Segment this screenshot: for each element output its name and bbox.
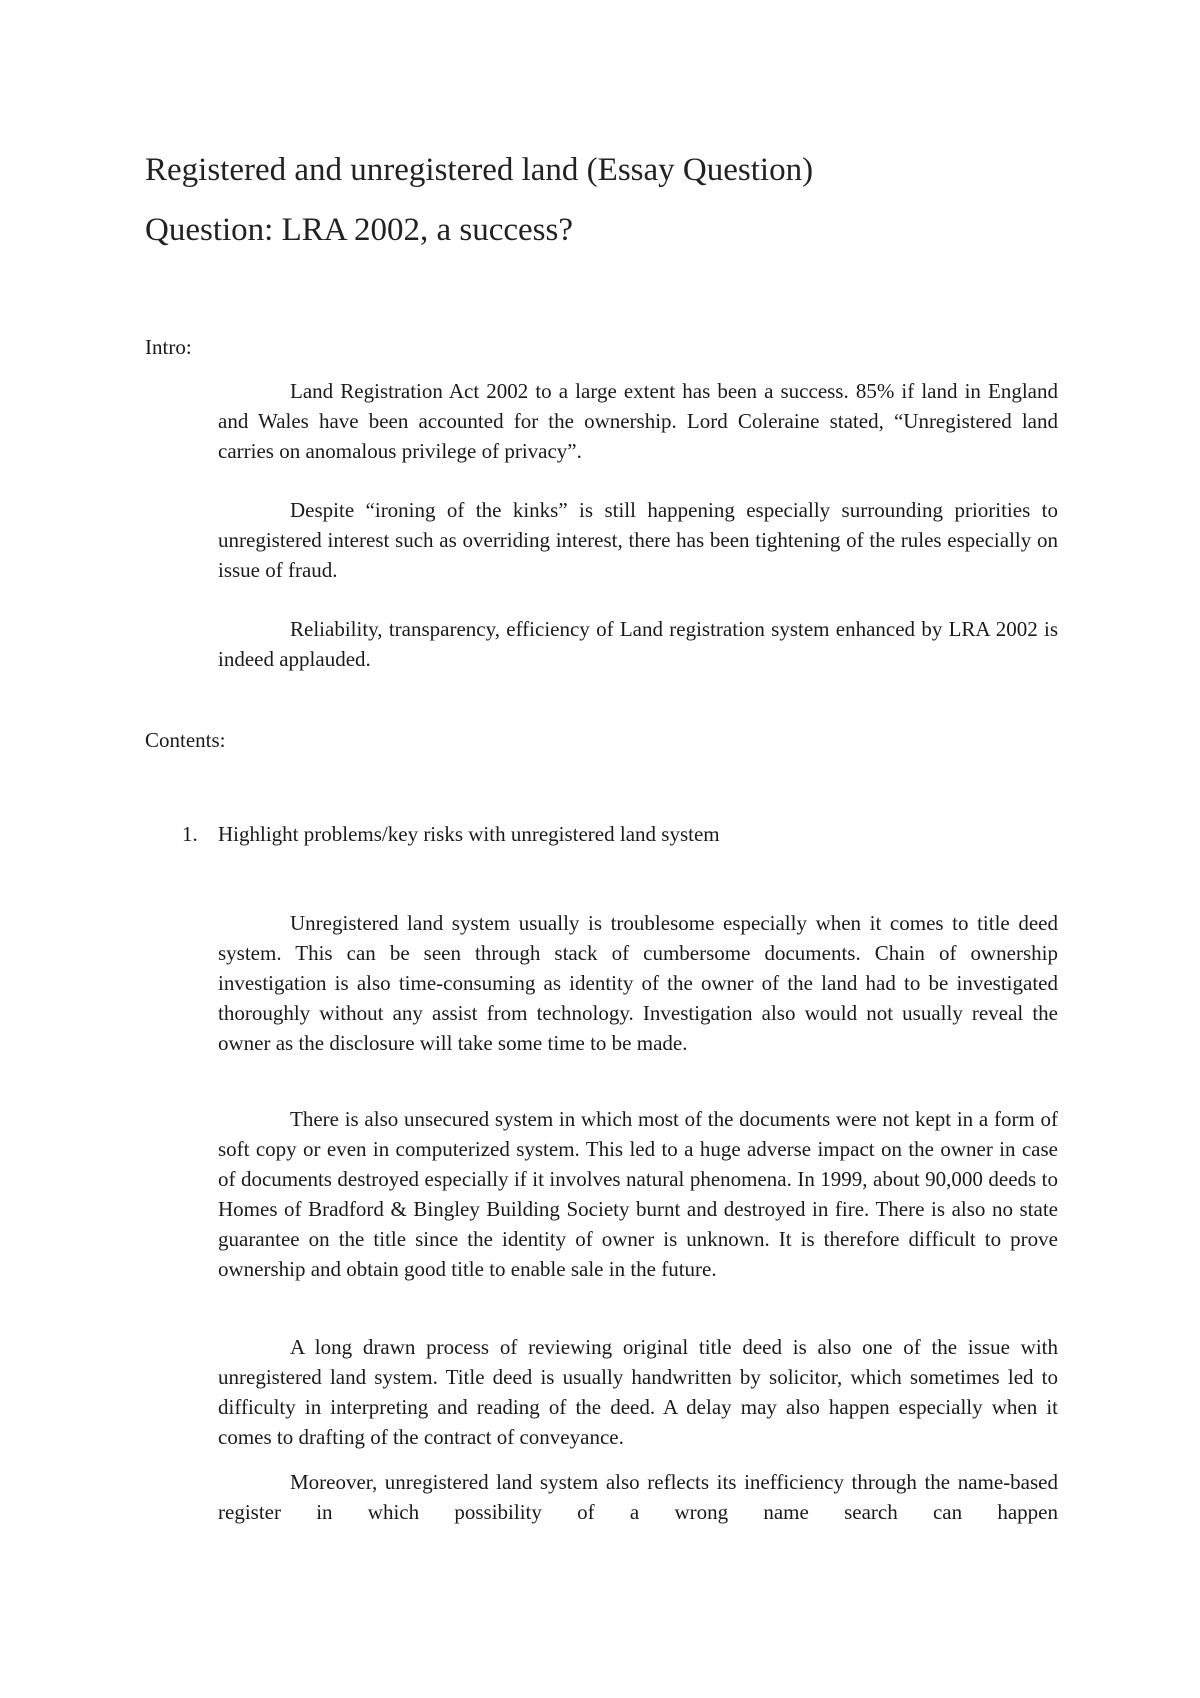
content-paragraph: There is also unsecured system in which most of the documents were not kept in a form of soft copy or even in computerized system. This led to a huge adverse impact on the owner in case of documents destroyed especially if it involves natural phenomena. In 1999, about 90,000 deeds to Homes of Bradford & Bingley Building Society burnt and destroyed in fire. There is also no state guarantee on the title since the identity of owner is unknown. It is therefore difficult to prove ownership and obtain good title to enable sale in the future. [218,1107,1058,1281]
intro-paragraph: Land Registration Act 2002 to a large extent has been a success. 85% if land in England and Wales have been accounted for the ownership. Lord Coleraine stated, “Unregistered land carries on anomalous privilege of privacy”. [218,379,1058,463]
list-item-number: 1. [182,822,198,846]
content-paragraph: Moreover, unregistered land system also reflects its inefficiency through the name-based register in which possibility of a wrong name search can happen [218,1470,1058,1524]
list-item-text: Highlight problems/key risks with unregistered land system [218,822,720,846]
intro-label: Intro: [145,335,192,359]
intro-paragraph: Despite “ironing of the kinks” is still happening especially surrounding priorities to unregistered interest such as overriding interest, there has been tightening of the rules especially on issue of fraud. [218,498,1058,582]
question-heading: Question: LRA 2002, a success? [145,212,574,248]
document-title: Registered and unregistered land (Essay Question) [145,152,814,188]
content-paragraph: A long drawn process of reviewing original title deed is also one of the issue with unregistered land system. Title deed is usually handwritten by solicitor, which sometimes led to difficulty in interpreting and reading of the deed. A delay may also happen especially when it comes to drafting of the contract of conveyance. [218,1335,1058,1449]
contents-label: Contents: [145,728,226,752]
content-paragraph: Unregistered land system usually is troublesome especially when it comes to title deed system. This can be seen through stack of cumbersome documents. Chain of ownership investigation is also time-consuming as identity of the owner of the land had to be investigated thoroughly without any assist from technology. Investigation also would not usually reveal the owner as the disclosure will take some time to be made. [218,911,1058,1055]
numbered-list-item [182,819,720,849]
intro-paragraph: Reliability, transparency, efficiency of Land registration system enhanced by LRA 2002 is indeed applauded. [218,617,1058,671]
